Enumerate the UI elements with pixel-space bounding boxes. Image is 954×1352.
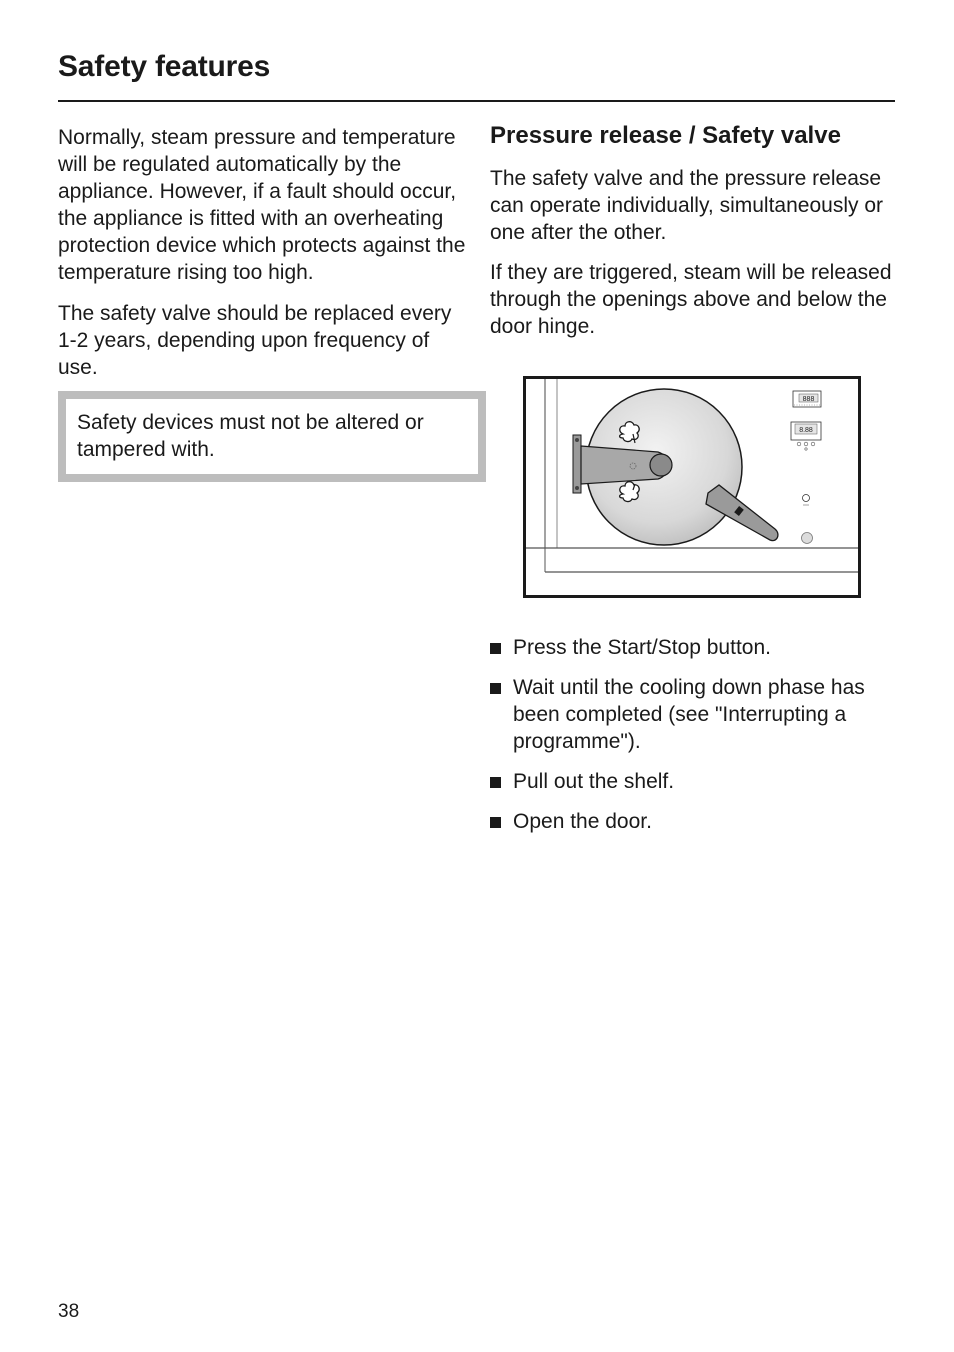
steam-paragraph: If they are triggered, steam will be released through the openings above and below the door hinge. (490, 261, 892, 338)
step-text: Wait until the cooling down phase has been completed (see "Interrupting a programme"). (513, 676, 865, 753)
square-bullet-icon (490, 683, 501, 694)
step-text: Press the Start/Stop button. (513, 636, 771, 659)
square-bullet-icon (490, 817, 501, 828)
hinge-screw (575, 438, 579, 442)
indicator-light (802, 533, 813, 544)
replacement-paragraph: The safety valve should be replaced every 1-2 years, depending upon frequency of use. (58, 302, 452, 379)
square-bullet-icon (490, 643, 501, 654)
valve-paragraph: The safety valve and the pressure release can operate individually, simultaneously or one after the other. (490, 167, 883, 244)
start-stop-button-icon (803, 495, 810, 502)
list-item (490, 674, 890, 755)
square-bullet-icon (490, 777, 501, 788)
appliance-illustration (523, 376, 861, 598)
instruction-list (490, 634, 890, 835)
list-item (490, 768, 890, 795)
display-bottom-readout: 8.88 (799, 427, 813, 434)
display-top-readout: 888 (802, 396, 815, 403)
intro-paragraph: Normally, steam pressure and temperature will be regulated automatically by the appliance. However, if a fault should occur, the appliance is fitted with an overheating protection device which protects against the temperature rising too high. (58, 126, 466, 284)
warning-note-text: Safety devices must not be altered or tampered with. (77, 411, 424, 461)
left-column (58, 124, 468, 482)
page-title: Safety features (58, 50, 271, 83)
title-divider (58, 100, 895, 102)
step-text: Pull out the shelf. (513, 770, 675, 793)
safety-valve-knob (650, 454, 672, 476)
warning-note-box (58, 391, 486, 482)
right-column (490, 120, 900, 340)
list-item (490, 634, 890, 661)
step-text: Open the door. (513, 810, 652, 833)
page-number: 38 (58, 1301, 80, 1322)
hinge-plate (573, 435, 581, 493)
section-heading: Pressure release / Safety valve (490, 122, 841, 149)
hinge-screw (575, 486, 579, 490)
list-item (490, 808, 890, 835)
